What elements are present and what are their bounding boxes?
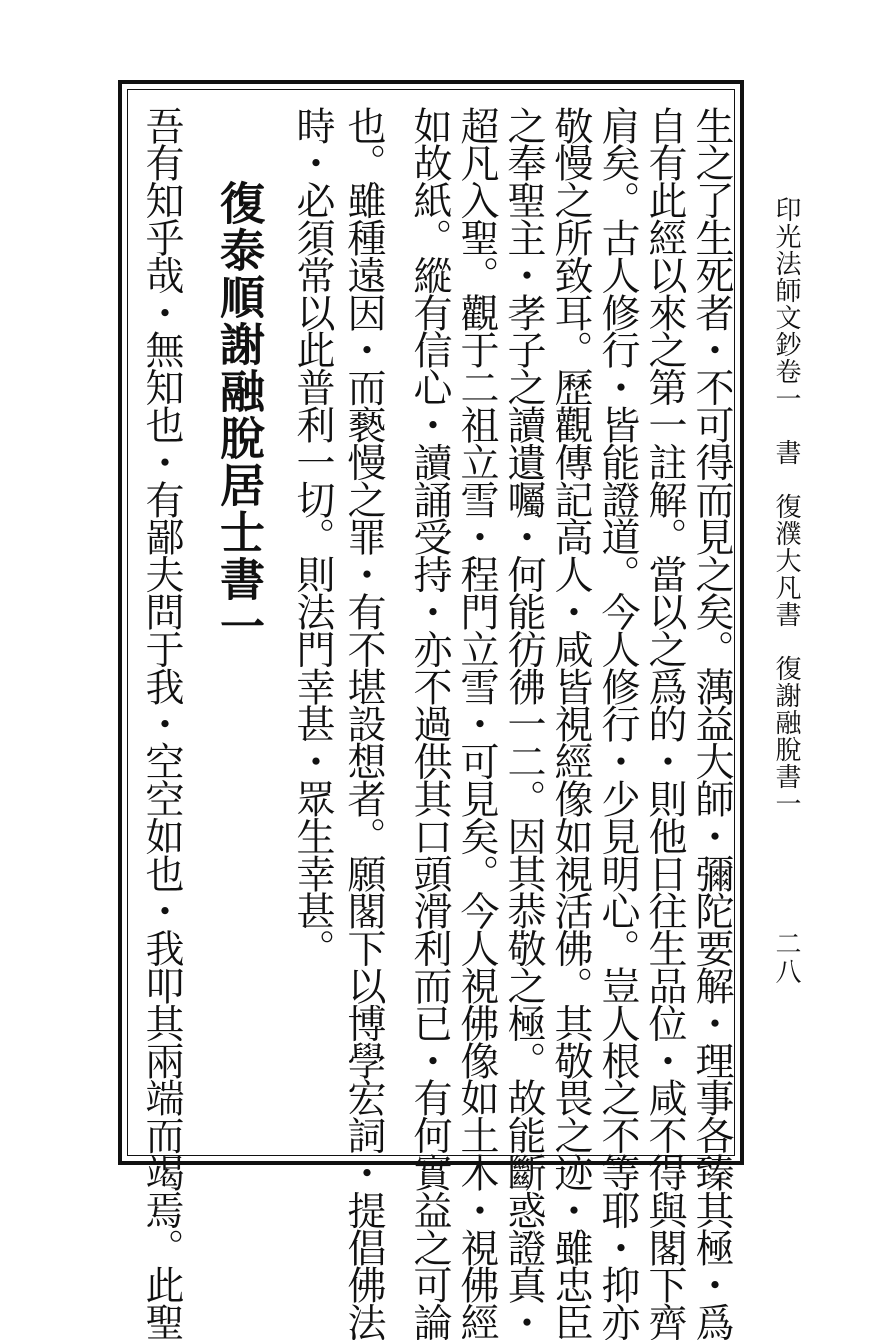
text-column-8: 也。雖種遠因・而褻慢之罪・有不堪設想者。願閣下以博學宏詞・提倡佛法 xyxy=(341,106,386,1340)
text-column-1: 生之了生死者・不可得而見之矣。蕅益大師・彌陀要解・理事各臻其極・爲 xyxy=(689,106,734,1340)
text-column-3: 肩矣。古人修行・皆能證道。今人修行・少見明心。豈人根之不等耶・抑亦 xyxy=(595,106,640,1340)
text-column-7: 如故紙。縱有信心・讀誦受持・亦不過供其口頭滑利而已・有何實益之可論 xyxy=(407,106,452,1340)
text-column-10: 吾有知乎哉・無知也・有鄙夫問于我・空空如也・我叩其兩端而竭焉。此聖 xyxy=(139,106,184,1340)
page-number: 二八 xyxy=(771,930,801,986)
text-column-5: 之奉聖主・孝子之讀遺囑・何能彷彿一二。因其恭敬之極。故能斷惑證真・ xyxy=(501,106,546,1340)
text-column-9: 時・必須常以此普利一切。則法門幸甚・眾生幸甚。 xyxy=(290,106,335,967)
running-header: 印光法師文鈔卷一 書 復濮大凡書 復謝融脫書一 xyxy=(771,196,801,817)
text-column-6: 超凡入聖。觀于二祖立雪・程門立雪・可見矣。今人視佛像如土木・視佛經 xyxy=(454,106,499,1340)
letter-title: 復泰順謝融脫居士書一 xyxy=(212,180,265,650)
text-column-4: 敬慢之所致耳。歷觀傳記高人・咸皆視經像如視活佛。其敬畏之迹・雖忠臣 xyxy=(548,106,593,1340)
text-column-2: 自有此經以來之第一註解。當以之爲的・則他日往生品位・咸不得與閣下齊 xyxy=(642,106,687,1340)
